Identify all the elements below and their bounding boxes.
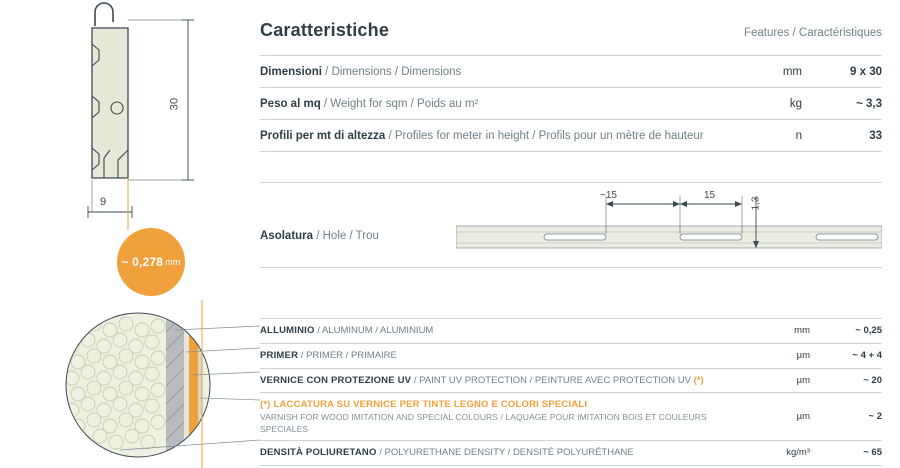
divider bbox=[260, 267, 882, 268]
layer-unit: µm bbox=[740, 343, 810, 368]
layers-section bbox=[0, 300, 900, 468]
table-row bbox=[260, 368, 882, 393]
layer-unit: µm bbox=[740, 368, 810, 393]
row-unit: kg bbox=[732, 88, 802, 120]
row-name bbox=[260, 120, 732, 152]
thickness-badge bbox=[117, 228, 185, 296]
layer-name-it: VERNICE CON PROTEZIONE UV bbox=[260, 374, 412, 386]
layer-name-rest: / ALUMINUM / ALUMINIUM bbox=[314, 325, 434, 336]
layer-name-sub: VARNISH FOR WOOD IMITATION AND SPECIAL COLOURS / LAQUAGE POUR IMITATION BOIS ET COULEURS SPECIALES bbox=[260, 412, 707, 434]
slot bbox=[680, 234, 742, 240]
layer-unit: mm bbox=[740, 319, 810, 344]
layer-name-it: DENSITÀ POLIURETANO bbox=[260, 447, 377, 459]
layer-value: ~ 65 bbox=[810, 441, 882, 466]
table-row bbox=[260, 343, 882, 368]
features-table bbox=[260, 55, 882, 152]
slot bbox=[544, 234, 606, 240]
row-unit: mm bbox=[732, 56, 802, 88]
layer-name-it: PRIMER bbox=[260, 349, 299, 361]
layer-name-rest: / PAINT UV PROTECTION / PEINTURE AVEC PROTECTION UV bbox=[411, 374, 694, 386]
row-name-it: Dimensioni bbox=[260, 66, 322, 78]
arrow-head bbox=[680, 201, 687, 207]
row-value: ~ 3,3 bbox=[802, 88, 882, 120]
layer-name bbox=[260, 343, 740, 368]
dim-label-height: 30 bbox=[168, 97, 181, 111]
dim-label-width: 9 bbox=[100, 196, 107, 208]
table-row bbox=[260, 56, 882, 88]
layer-unit: µm bbox=[740, 393, 810, 441]
arrow-head bbox=[606, 201, 613, 207]
layers-table bbox=[260, 318, 882, 466]
layer-lacquer bbox=[198, 300, 202, 468]
layer-value: ~ 0,25 bbox=[810, 319, 882, 344]
row-unit: n bbox=[732, 120, 802, 152]
layer-name-rest: / PRIMER / PRIMAIRE bbox=[298, 349, 397, 361]
hook-shape bbox=[95, 3, 113, 26]
row-name bbox=[260, 88, 732, 120]
table-row bbox=[260, 393, 882, 441]
arrow-head bbox=[735, 201, 742, 207]
slot bbox=[816, 234, 878, 240]
features-panel bbox=[260, 20, 882, 152]
row-name-rest: / Dimensions / Dimensions bbox=[321, 66, 462, 78]
layer-value: ~ 4 + 4 bbox=[810, 343, 882, 368]
asterisk-mark: (*) bbox=[693, 374, 704, 386]
dim-label-gap-mid: 15 bbox=[704, 190, 716, 201]
layer-name-it: ALLUMINIO bbox=[260, 325, 315, 336]
hole-row-label bbox=[260, 230, 379, 242]
layer-unit: kg/m³ bbox=[740, 441, 810, 466]
layer-name bbox=[260, 441, 740, 466]
row-value: 33 bbox=[802, 120, 882, 152]
hole-drawing-svg bbox=[456, 182, 882, 268]
layers-detail-svg bbox=[60, 300, 280, 468]
layer-value: ~ 20 bbox=[810, 368, 882, 393]
page-title: Caratteristiche bbox=[260, 20, 390, 40]
table-row bbox=[260, 441, 882, 466]
hole-name-rest: / Hole / Trou bbox=[313, 230, 379, 242]
hole-row bbox=[260, 182, 882, 268]
layer-name bbox=[260, 393, 740, 441]
row-name-it: Profili per mt di altezza bbox=[260, 130, 386, 142]
features-header bbox=[260, 20, 882, 55]
layer-uv-varnish bbox=[189, 300, 198, 468]
row-name-rest: / Weight for sqm / Poids au m² bbox=[320, 98, 479, 110]
hole-name-it: Asolatura bbox=[260, 230, 314, 242]
table-row bbox=[260, 319, 882, 344]
row-name bbox=[260, 56, 732, 88]
features-subtitle: Features / Caractéristiques bbox=[743, 27, 882, 39]
layer-value: ~ 2 bbox=[810, 393, 882, 441]
row-name-rest: / Profiles for meter in height / Profils pour un mètre de hauteur bbox=[385, 130, 704, 142]
dim-label-gap-left: ~15 bbox=[600, 190, 617, 201]
dim-label-slot-height: 1,3 bbox=[750, 196, 762, 211]
thickness-unit: mm bbox=[165, 257, 181, 267]
table-row bbox=[260, 88, 882, 120]
layer-name-rest: / POLYURETHANE DENSITY / DENSITÉ POLYURÉTHANE bbox=[376, 447, 634, 459]
layer-primer bbox=[184, 300, 189, 468]
layer-name bbox=[260, 319, 740, 344]
table-row bbox=[260, 120, 882, 152]
thickness-value: ~ 0,278 bbox=[121, 255, 164, 269]
layer-name bbox=[260, 368, 740, 393]
row-name-it: Peso al mq bbox=[260, 98, 321, 110]
row-value: 9 x 30 bbox=[802, 56, 882, 88]
arrow-head bbox=[673, 201, 680, 207]
magnified-section bbox=[60, 300, 280, 468]
layer-name-it: (*) LACCATURA SU VERNICE PER TINTE LEGNO E COLORI SPECIALI bbox=[260, 399, 588, 411]
